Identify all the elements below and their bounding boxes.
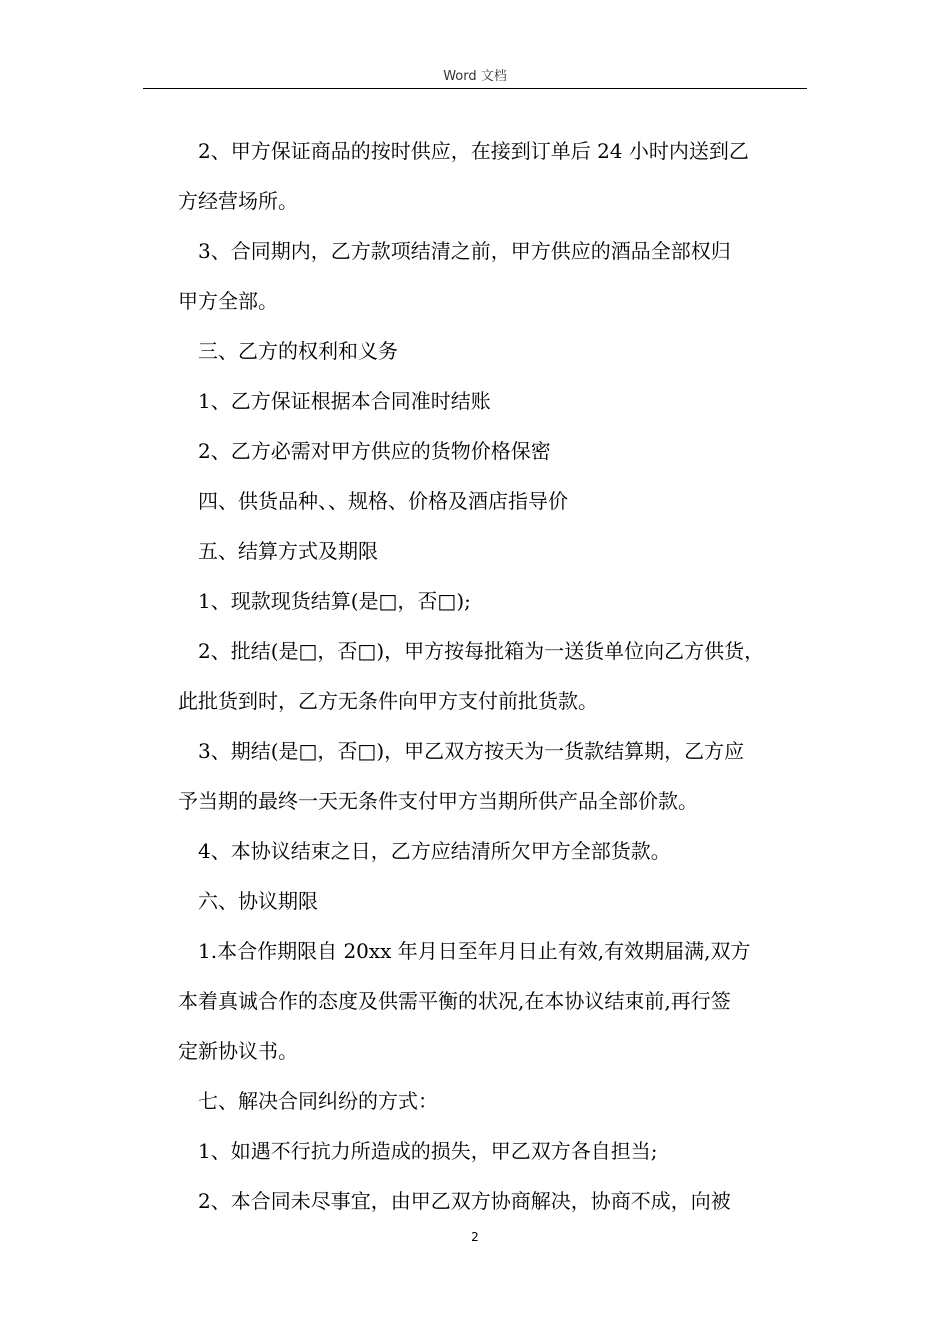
text-line: 方经营场所。 [178,189,298,213]
text-line: 3、期结(是□，否□)，甲乙双方按天为一货款结算期，乙方应 [198,739,745,763]
text-line: 3、合同期内，乙方款项结清之前，甲方供应的酒品全部权归 [198,239,731,263]
section-heading: 七、解决合同纠纷的方式： [198,1089,438,1113]
text-line: 甲方全部。 [178,289,278,313]
text-line: 本着真诚合作的态度及供需平衡的状况,在本协议结束前,再行签 [178,989,731,1013]
text-line: 2、批结(是□，否□)，甲方按每批箱为一送货单位向乙方供货， [198,639,765,663]
document-body [178,126,814,1226]
page-header: Word 文档 [443,69,507,84]
section-heading: 四、供货品种、、规格、价格及酒店指导价 [198,489,568,513]
text-line: 予当期的最终一天无条件支付甲方当期所供产品全部价款。 [178,789,698,813]
text-line: 1、乙方保证根据本合同准时结账 [198,389,491,413]
text-line: 定新协议书。 [178,1039,298,1063]
text-line: 2、乙方必需对甲方供应的货物价格保密 [198,439,551,463]
header-rule [143,88,807,89]
section-heading: 六、协议期限 [198,889,318,913]
text-line: 1.本合作期限自 20xx 年月日至年月日止有效,有效期届满,双方 [198,939,751,963]
text-line: 1、现款现货结算(是□，否□); [198,589,471,613]
section-heading: 三、乙方的权利和义务 [198,339,398,363]
section-heading: 五、结算方式及期限 [198,539,378,563]
text-line: 此批货到时，乙方无条件向甲方支付前批货款。 [178,689,598,713]
text-line: 1、如遇不行抗力所造成的损失，甲乙双方各自担当; [198,1139,658,1163]
text-line: 2、本合同未尽事宜，由甲乙双方协商解决，协商不成，向被 [198,1189,731,1213]
text-line: 2、甲方保证商品的按时供应，在接到订单后 24 小时内送到乙 [198,139,749,163]
text-line: 4、本协议结束之日，乙方应结清所欠甲方全部货款。 [198,839,671,863]
page-number: 2 [471,1230,479,1244]
